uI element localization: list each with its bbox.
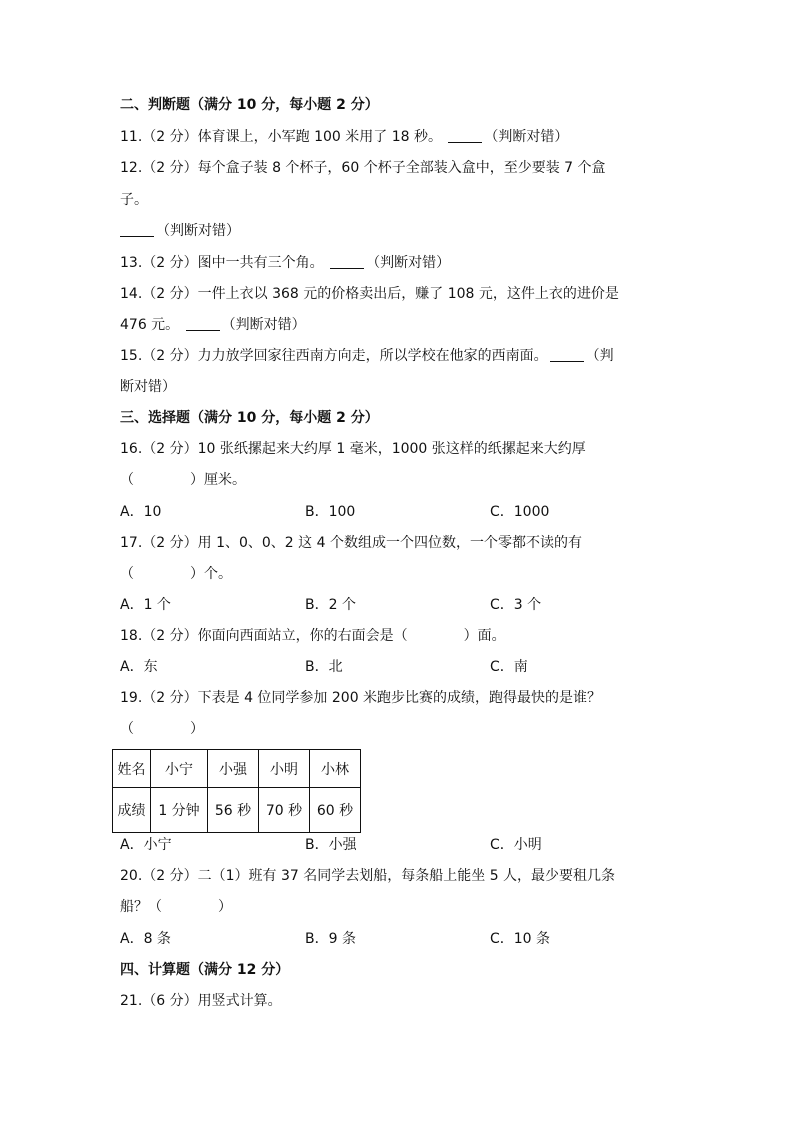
table-cell: 小林: [310, 750, 361, 788]
option-b[interactable]: B．2 个: [305, 597, 356, 613]
question-11-suffix: （判断对错）: [484, 129, 569, 145]
option-c[interactable]: C．1000: [490, 504, 550, 520]
table-cell: 60 秒: [310, 788, 361, 833]
option-b[interactable]: B．北: [305, 659, 343, 675]
answer-blank[interactable]: [550, 361, 584, 362]
answer-blank[interactable]: [186, 330, 220, 331]
option-c[interactable]: C．3 个: [490, 597, 542, 613]
answer-blank[interactable]: [120, 236, 154, 237]
question-16-line1: 16.（2 分）10 张纸摞起来大约厚 1 毫米，1000 张这样的纸摞起来大约厚: [120, 441, 586, 457]
question-13-text: 13.（2 分）图中一共有三个角。: [120, 255, 324, 271]
answer-blank[interactable]: [448, 142, 482, 143]
question-14-line2-text: 476 元。: [120, 317, 180, 333]
question-15-line2: 断对错）: [120, 379, 176, 395]
table-cell: 1 分钟: [151, 788, 208, 833]
option-a[interactable]: A．东: [120, 659, 158, 675]
question-13-suffix: （判断对错）: [366, 255, 451, 271]
option-c[interactable]: C．10 条: [490, 931, 551, 947]
question-14-suffix: （判断对错）: [221, 317, 306, 333]
table-cell: 姓名: [113, 750, 151, 788]
question-15-line1: [120, 347, 614, 365]
question-17-line1: 17.（2 分）用 1、0、0、2 这 4 个数组成一个四位数，一个零都不读的有: [120, 535, 582, 551]
question-12-line3: [120, 222, 240, 240]
question-15-text: 15.（2 分）力力放学回家往西南方向走，所以学校在他家的西南面。: [120, 348, 548, 364]
question-11-text: 11.（2 分）体育课上，小军跑 100 米用了 18 秒。: [120, 129, 442, 145]
question-12-suffix: （判断对错）: [156, 223, 240, 239]
table-cell: 70 秒: [259, 788, 310, 833]
option-b[interactable]: B．100: [305, 504, 356, 520]
question-14-line1: 14.（2 分）一件上衣以 368 元的价格卖出后，赚了 108 元，这件上衣的进价是: [120, 286, 619, 302]
table-cell: 小明: [259, 750, 310, 788]
question-19-line1: 19.（2 分）下表是 4 位同学参加 200 米跑步比赛的成绩，跑得最快的是谁？: [120, 690, 602, 706]
option-a[interactable]: A．8 条: [120, 931, 171, 947]
option-a[interactable]: A．小宁: [120, 837, 172, 853]
question-18: 18.（2 分）你面向西面站立，你的右面会是（ ）面。: [120, 628, 506, 644]
table-cell: 小强: [208, 750, 259, 788]
option-c[interactable]: C．南: [490, 659, 528, 675]
table-cell: 小宁: [151, 750, 208, 788]
table-cell: 成绩: [113, 788, 151, 833]
option-a[interactable]: A．1 个: [120, 597, 171, 613]
option-b[interactable]: B．小强: [305, 837, 357, 853]
question-13: [120, 254, 450, 272]
table-row: [113, 750, 361, 788]
results-table: [112, 749, 361, 833]
answer-blank[interactable]: [330, 268, 364, 269]
question-12-line1: 12.（2 分）每个盒子装 8 个杯子，60 个杯子全部装入盒中，至少要装 7 个盒: [120, 160, 606, 176]
table-row: [113, 788, 361, 833]
option-a[interactable]: A．10: [120, 504, 162, 520]
option-b[interactable]: B．9 条: [305, 931, 356, 947]
question-14-line2: [120, 316, 306, 334]
question-16-line2: （ ）厘米。: [120, 472, 246, 488]
question-19-line2: （ ）: [120, 721, 204, 737]
question-15-suffix: （判: [585, 348, 614, 364]
section-2-title: 二、判断题（满分 10 分，每小题 2 分）: [120, 97, 379, 113]
table-cell: 56 秒: [208, 788, 259, 833]
question-20-line1: 20.（2 分）二（1）班有 37 名同学去划船，每条船上能坐 5 人，最少要租几条: [120, 868, 616, 884]
question-21: 21.（6 分）用竖式计算。: [120, 993, 282, 1009]
question-11: [120, 128, 568, 146]
question-20-line2: 船？（ ）: [120, 899, 232, 915]
section-4-title: 四、计算题（满分 12 分）: [120, 962, 290, 978]
option-c[interactable]: C．小明: [490, 837, 542, 853]
question-17-line2: （ ）个。: [120, 566, 232, 582]
question-12-line2: 子。: [120, 192, 148, 208]
section-3-title: 三、选择题（满分 10 分，每小题 2 分）: [120, 410, 379, 426]
